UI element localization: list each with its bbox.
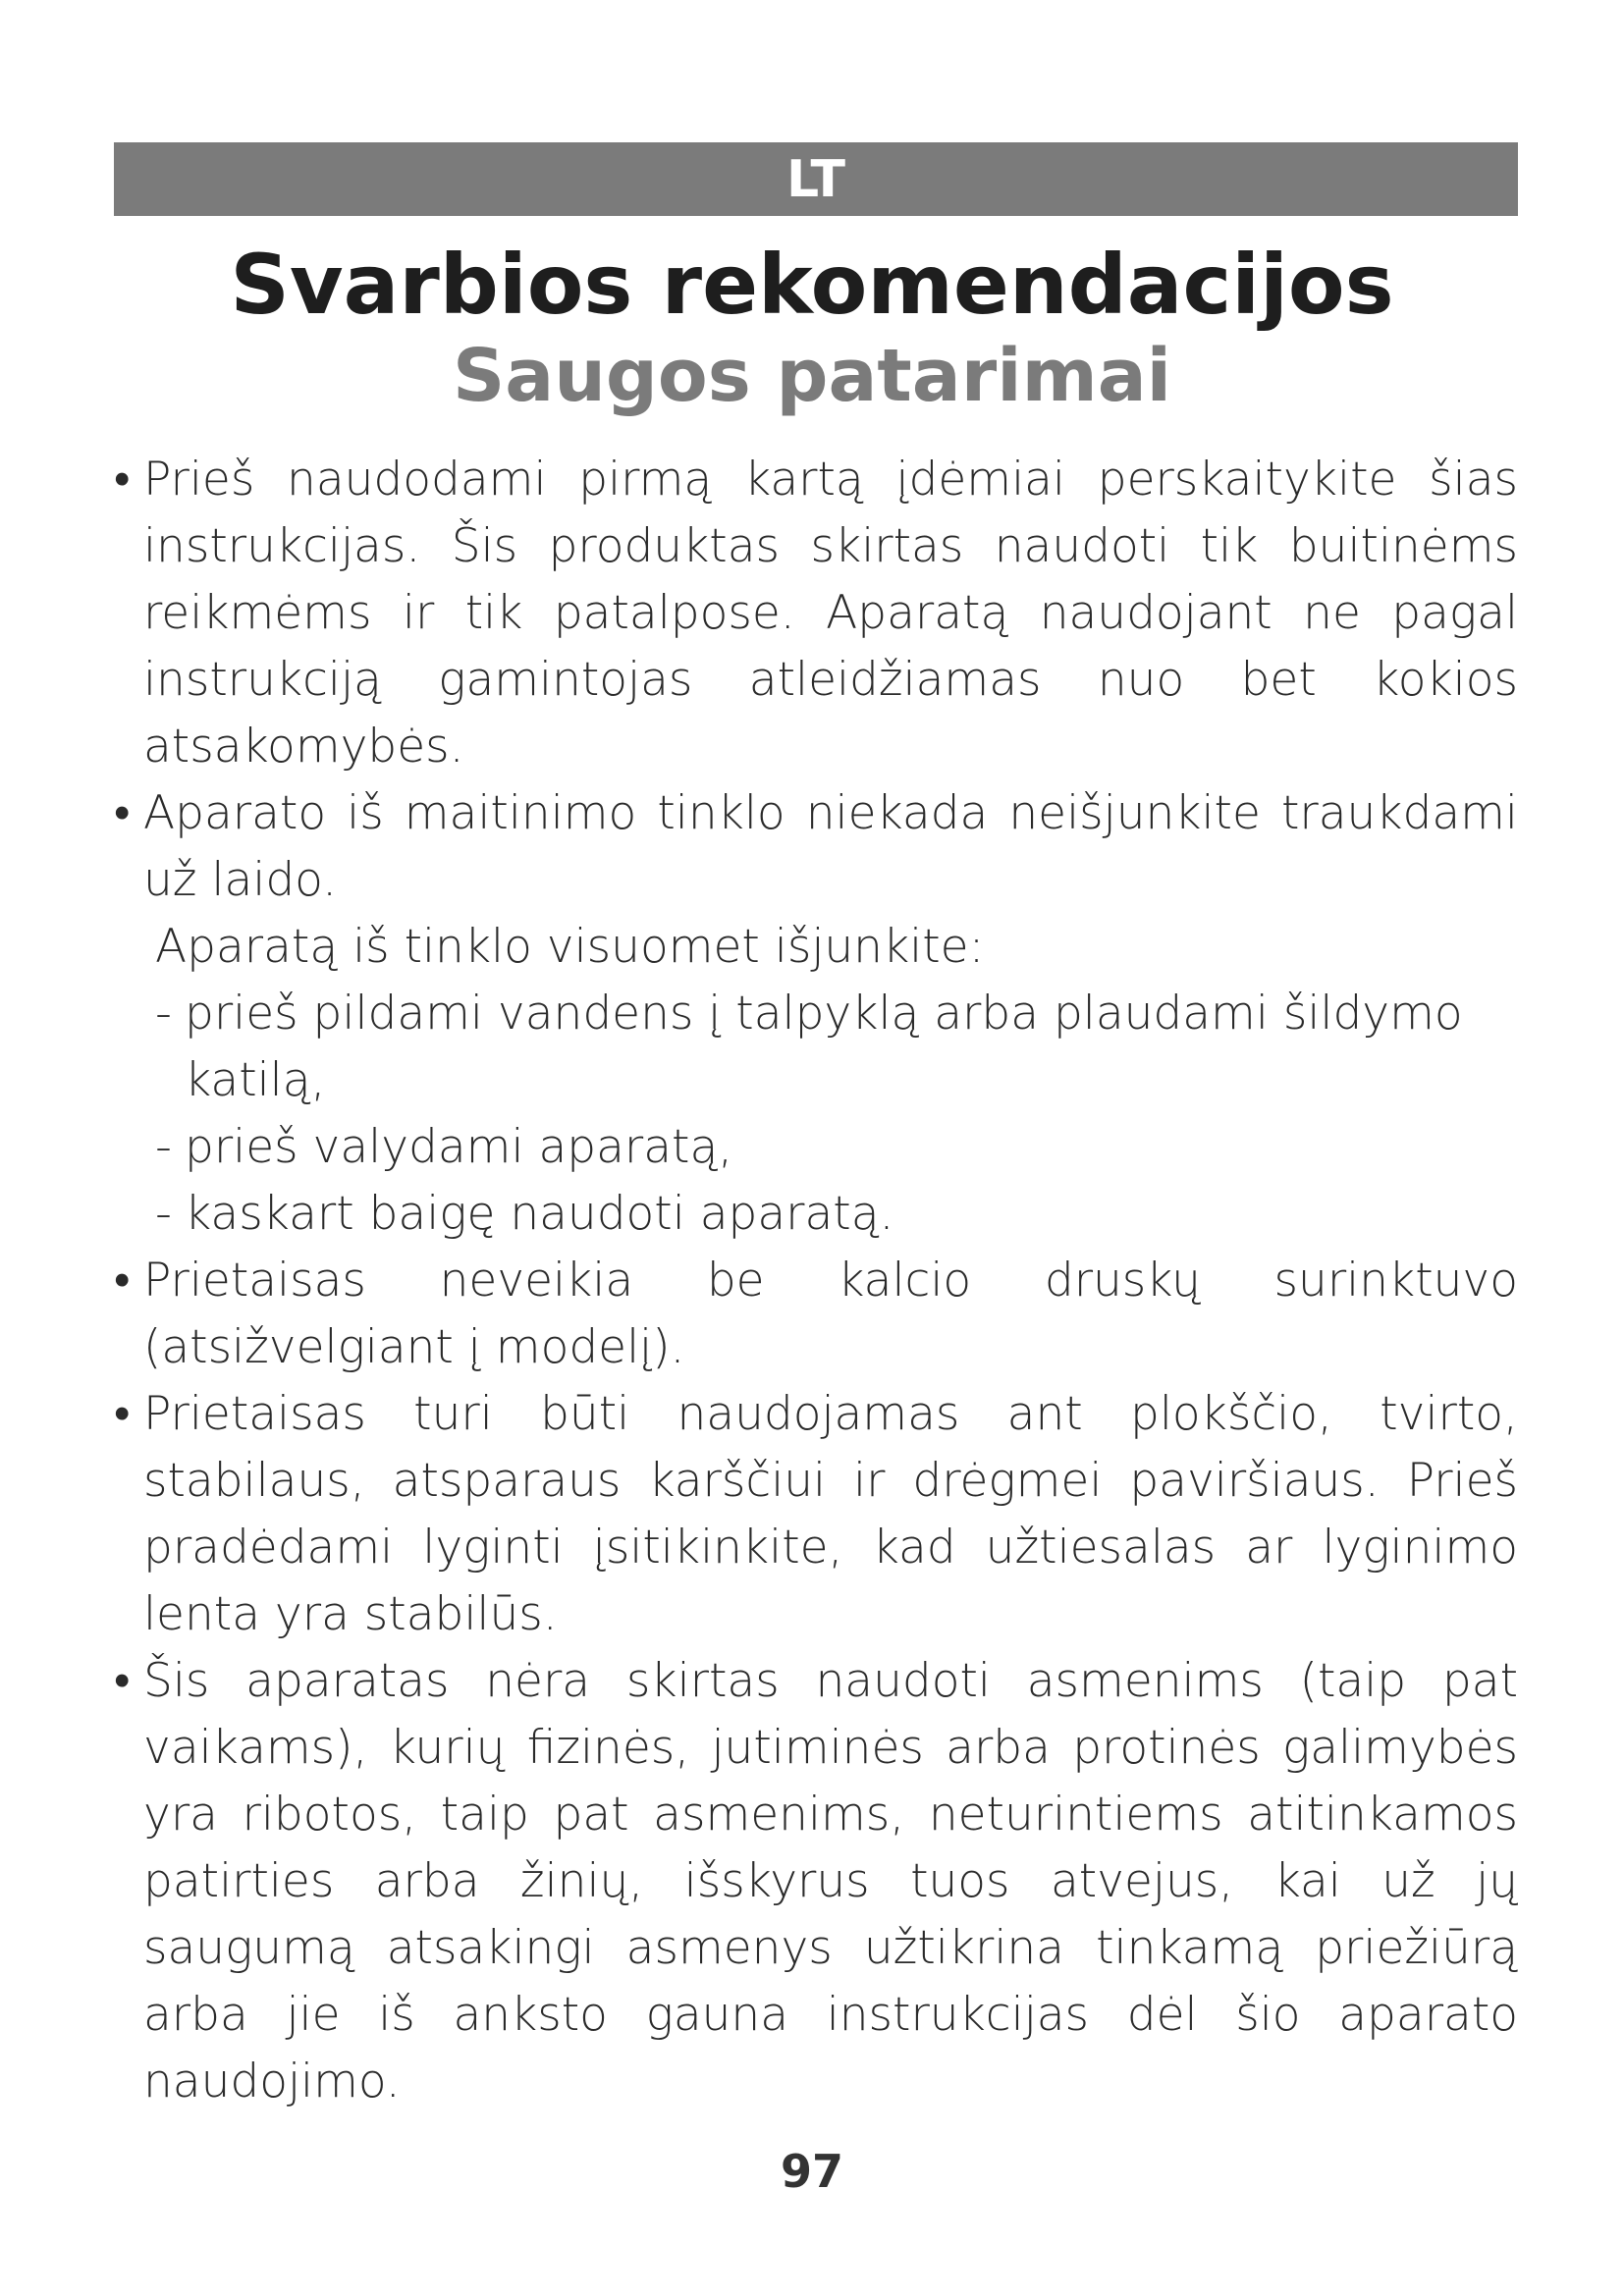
list-item: - prieš pildami vandens į talpyklą arba plaudami šildymo katilą, [155,981,1518,1114]
language-code: LT [786,149,845,209]
unplug-cases-list [114,981,1518,1248]
unplug-always-intro: Aparatą iš tinklo visuomet išjunkite: [155,920,985,974]
bullet-restricted-persons: • Šis aparatas nėra skirtas naudoti asmenims (taip pat vaikams), kurių fizinės, jutiminės arba protinės galimybės yra ribotos, taip pat asmenims, neturintiems atitinkamos patirties arba žinių, išskyrus tuos atvejus, kai už jų saugumą atsakingi asmenys užtikrina tinkamą priežiūrą arba jie iš anksto gauna instrukcijas dėl šio aparato naudojimo. [114,1648,1518,2115]
list-item: - kaskart baigę naudoti aparatą. [155,1181,1518,1248]
bullet-read-instructions: • Prieš naudodami pirmą kartą įdėmiai perskaitykite šias instrukcijas. Šis produktas skirtas naudoti tik buitinėms reikmėms ir tik patalpose. Aparatą naudojant ne pagal instrukciją gamintojas atleidžiamas nuo bet kokios atsakomybės. [114,447,1518,780]
page-title: Svarbios rekomendacijos [230,237,1394,333]
bullet-stable-surface: • Prietaisas turi būti naudojamas ant plokščio, tvirto, stabilaus, atsparaus karščiui ir drėgmei paviršiaus. Prieš pradėdami lyginti įsitikinkite, kad užtiesalas ar lyginimo lenta yra stabilūs. [114,1381,1518,1648]
page-number: 97 [780,2145,843,2198]
language-header-bar [114,142,1518,216]
list-item: - prieš valydami aparatą, [155,1114,1518,1181]
safety-instructions [114,447,1518,2115]
bullet-unplug-cord: • Aparato iš maitinimo tinklo niekada neišjunkite traukdami už laido. [114,780,1518,914]
bullet-scale-collector: • Prietaisas neveikia be kalcio druskų surinktuvo (atsižvelgiant į modelį). [114,1248,1518,1381]
page-subtitle: Saugos patarimai [452,334,1171,418]
